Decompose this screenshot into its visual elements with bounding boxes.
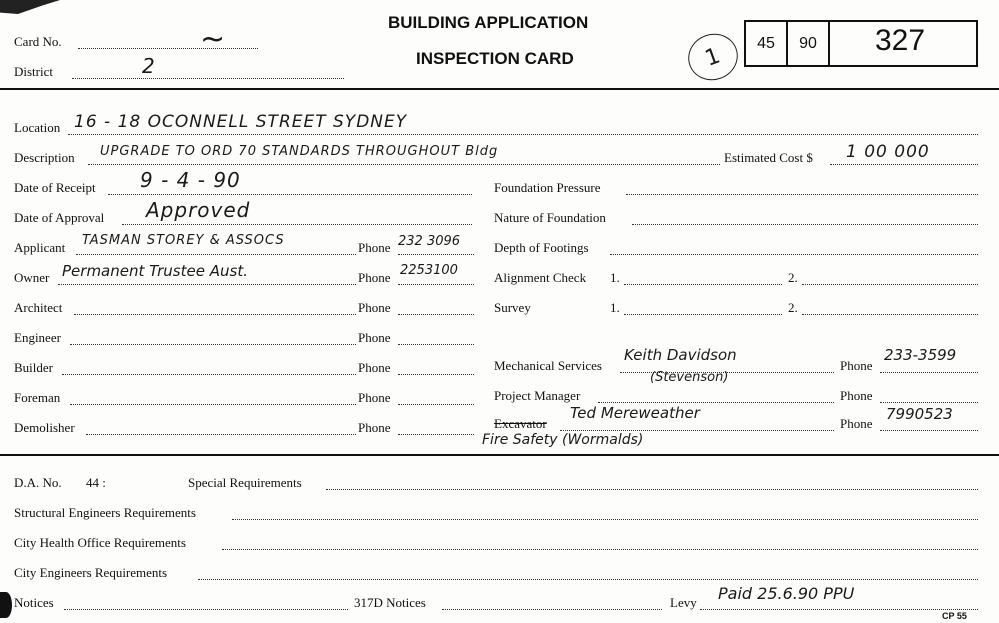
foreman-line xyxy=(70,404,356,405)
foreman-phone-label: Phone xyxy=(358,390,391,405)
foreman-label: Foreman xyxy=(14,390,61,405)
description-label: Description xyxy=(14,150,75,165)
description-value: UPGRADE TO ORD 70 STANDARDS THROUGHOUT Bldg xyxy=(100,144,499,159)
survey-2-line xyxy=(802,314,978,315)
pm-line xyxy=(598,402,834,403)
header-rule xyxy=(0,88,999,90)
mech-label: Mechanical Services xyxy=(494,358,602,373)
location-line xyxy=(68,134,978,135)
location-value: 16 - 18 OCONNELL STREET SYDNEY xyxy=(74,112,408,132)
fire-safety-note: Fire Safety (Wormalds) xyxy=(482,432,644,448)
box-c: 327 xyxy=(875,24,926,57)
health-req-line xyxy=(222,549,978,550)
form-code: CP 55 xyxy=(942,611,967,621)
estimated-cost-label: Estimated Cost $ xyxy=(724,150,813,165)
architect-line xyxy=(74,314,356,315)
torn-corner xyxy=(0,0,60,14)
excavator-value: Ted Mereweather xyxy=(570,404,700,422)
owner-line xyxy=(58,284,356,285)
levy-value: Paid 25.6.90 PPU xyxy=(718,584,855,603)
demolisher-line xyxy=(86,434,356,435)
alignment-2-label: 2. xyxy=(788,270,798,285)
circled-mark xyxy=(682,27,745,87)
city-eng-req-label: City Engineers Requirements xyxy=(14,565,168,580)
pm-phone-line xyxy=(880,402,978,403)
survey-label: Survey xyxy=(494,300,531,315)
structural-req-label: Structural Engineers Requirements xyxy=(14,505,196,520)
survey-1-line xyxy=(624,314,782,315)
mech-phone-value: 233-3599 xyxy=(884,346,957,364)
circled-mark-value: 1 xyxy=(701,42,725,72)
builder-phone-line xyxy=(398,374,474,375)
da-value: 44 : xyxy=(86,475,106,490)
location-label: Location xyxy=(14,120,61,135)
district-value: 2 xyxy=(142,54,156,78)
pm-label: Project Manager xyxy=(494,388,581,403)
applicant-label: Applicant xyxy=(14,240,66,255)
notices-label: Notices xyxy=(14,595,54,610)
district-label: District xyxy=(14,64,53,79)
notices-317d-label: 317D Notices xyxy=(354,595,426,610)
box-a: 45 xyxy=(746,22,788,65)
builder-line xyxy=(62,374,356,375)
card-no-line xyxy=(78,48,258,49)
date-receipt-label: Date of Receipt xyxy=(14,180,96,195)
alignment-check-label: Alignment Check xyxy=(494,270,587,285)
mech-phone-label: Phone xyxy=(840,358,873,373)
excavator-line xyxy=(560,430,834,431)
survey-1-label: 1. xyxy=(610,300,620,315)
survey-2-label: 2. xyxy=(788,300,798,315)
da-label: D.A. No. xyxy=(14,475,62,490)
card-no-scribble: ~ xyxy=(200,22,227,57)
engineer-phone-label: Phone xyxy=(358,330,391,345)
middle-rule xyxy=(0,454,999,456)
box-b: 90 xyxy=(788,22,830,65)
date-receipt-line xyxy=(108,194,472,195)
demolisher-label: Demolisher xyxy=(14,420,75,435)
architect-label: Architect xyxy=(14,300,63,315)
builder-phone-label: Phone xyxy=(358,360,391,375)
depth-footings-label: Depth of Footings xyxy=(494,240,589,255)
mech-phone-line xyxy=(880,372,978,373)
owner-phone-label: Phone xyxy=(358,270,391,285)
notices-line xyxy=(64,609,348,610)
date-approval-value: Approved xyxy=(146,198,251,222)
punch-hole xyxy=(0,592,12,618)
date-approval-label: Date of Approval xyxy=(14,210,105,225)
engineer-phone-line xyxy=(398,344,474,345)
owner-phone-line xyxy=(398,284,474,285)
card-no-label: Card No. xyxy=(14,34,62,49)
owner-value: Permanent Trustee Aust. xyxy=(62,262,248,280)
estimated-cost-value: 1 00 000 xyxy=(846,142,930,162)
alignment-1-label: 1. xyxy=(610,270,620,285)
special-req-label: Special Requirements xyxy=(188,475,302,490)
demolisher-phone-label: Phone xyxy=(358,420,391,435)
date-approval-line xyxy=(122,224,472,225)
description-line xyxy=(88,164,720,165)
applicant-phone-value: 232 3096 xyxy=(398,234,461,249)
nature-foundation-label: Nature of Foundation xyxy=(494,210,606,225)
district-line xyxy=(72,78,344,79)
foundation-pressure-label: Foundation Pressure xyxy=(494,180,601,195)
alignment-1-line xyxy=(624,284,782,285)
special-req-line xyxy=(326,489,978,490)
owner-phone-value: 2253100 xyxy=(400,263,458,278)
levy-line xyxy=(700,609,978,610)
title-line-2: INSPECTION CARD xyxy=(416,49,574,68)
foundation-pressure-line xyxy=(626,194,978,195)
excavator-phone-value: 7990523 xyxy=(886,405,953,423)
pm-phone-label: Phone xyxy=(840,388,873,403)
architect-phone-label: Phone xyxy=(358,300,391,315)
city-eng-req-line xyxy=(198,579,978,580)
depth-footings-line xyxy=(610,254,978,255)
applicant-value: TASMAN STOREY & ASSOCS xyxy=(82,233,285,248)
applicant-phone-label: Phone xyxy=(358,240,391,255)
notices-317d-line xyxy=(442,609,662,610)
demolisher-phone-line xyxy=(398,434,474,435)
title-line-1: BUILDING APPLICATION xyxy=(388,13,589,32)
health-req-label: City Health Office Requirements xyxy=(14,535,186,550)
applicant-phone-line xyxy=(398,254,474,255)
levy-label: Levy xyxy=(670,595,697,610)
applicant-line xyxy=(76,254,356,255)
owner-label: Owner xyxy=(14,270,50,285)
foreman-phone-line xyxy=(398,404,474,405)
alignment-2-line xyxy=(802,284,978,285)
excavator-label: Excavator xyxy=(494,416,547,431)
engineer-line xyxy=(70,344,356,345)
structural-req-line xyxy=(232,519,978,520)
nature-foundation-line xyxy=(632,224,978,225)
date-receipt-value: 9 - 4 - 90 xyxy=(140,168,241,192)
builder-label: Builder xyxy=(14,360,53,375)
mech-value: Keith Davidson xyxy=(624,346,737,364)
engineer-label: Engineer xyxy=(14,330,61,345)
architect-phone-line xyxy=(398,314,474,315)
excavator-phone-label: Phone xyxy=(840,416,873,431)
mech-sub-value: (Stevenson) xyxy=(650,370,729,385)
excavator-phone-line xyxy=(880,430,978,431)
estimated-cost-line xyxy=(830,164,978,165)
